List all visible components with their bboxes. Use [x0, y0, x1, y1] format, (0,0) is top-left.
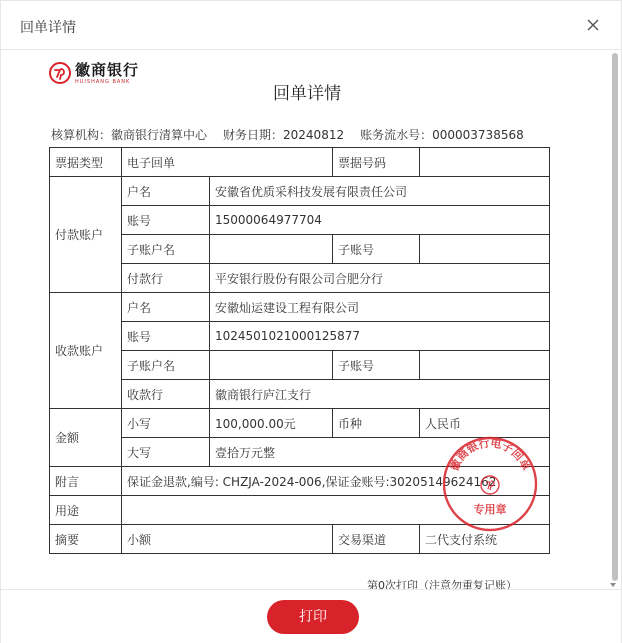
payer-section-label: 付款账户 [50, 177, 122, 293]
payee-acct-value: 1024501021000125877 [210, 322, 550, 351]
table-row [50, 351, 550, 380]
amount-big-label: 大写 [122, 438, 210, 467]
amount-small-label: 小写 [122, 409, 210, 438]
payer-acct-value: 15000064977704 [210, 206, 550, 235]
payee-subno-value [420, 351, 550, 380]
scroll-down-arrow-icon[interactable] [610, 583, 616, 587]
ticket-no-label: 票据号码 [333, 148, 420, 177]
note-label: 附言 [50, 467, 122, 496]
print-button[interactable]: 打印 [267, 600, 359, 634]
payee-bank-label: 收款行 [122, 380, 210, 409]
table-row [50, 264, 550, 293]
channel-label: 交易渠道 [333, 525, 420, 554]
dialog-body [1, 51, 613, 589]
svg-text:徽商银行电子回单: 徽商银行电子回单 [447, 436, 533, 473]
table-row [50, 380, 550, 409]
bank-logo-name: 徽商银行 [75, 60, 140, 79]
table-row [50, 177, 550, 206]
payee-subno-label: 子账号 [333, 351, 420, 380]
electronic-receipt-seal [441, 435, 539, 533]
dialog-footer [1, 589, 621, 643]
meta-org: 核算机构：徽商银行清算中心 [51, 128, 208, 142]
print-count-notice: 第0次打印（注意勿重复记账） [367, 579, 517, 589]
table-row [50, 409, 550, 438]
meta-date: 财务日期：20240812 [223, 128, 345, 142]
svg-text:专用章: 专用章 [473, 503, 507, 516]
table-row [50, 322, 550, 351]
summary-value: 小额 [122, 525, 333, 554]
payer-subno-label: 子账号 [333, 235, 420, 264]
table-row [50, 235, 550, 264]
amount-small-value: 100,000.00元 [210, 409, 333, 438]
payee-bank-value: 徽商银行庐江支行 [210, 380, 550, 409]
payee-subname-value [210, 351, 333, 380]
purpose-label: 用途 [50, 496, 122, 525]
amount-section-label: 金额 [50, 409, 122, 467]
payee-name-value: 安徽灿运建设工程有限公司 [210, 293, 550, 322]
close-icon [583, 15, 603, 35]
ticket-no-value [420, 148, 550, 177]
payer-bank-label: 付款行 [122, 264, 210, 293]
payee-section-label: 收款账户 [50, 293, 122, 409]
payer-subname-value [210, 235, 333, 264]
currency-value: 人民币 [420, 409, 550, 438]
currency-label: 币种 [333, 409, 420, 438]
payer-acct-label: 账号 [122, 206, 210, 235]
bank-logo-sub: HUISHANG BANK [75, 78, 131, 85]
dialog-header [1, 1, 621, 50]
payee-name-label: 户名 [122, 293, 210, 322]
receipt-meta [51, 126, 540, 143]
dialog-scrollbar[interactable] [610, 53, 618, 589]
payee-acct-label: 账号 [122, 322, 210, 351]
payer-name-value: 安徽省优质采科技发展有限责任公司 [210, 177, 550, 206]
payer-subno-value [420, 235, 550, 264]
table-row [50, 206, 550, 235]
table-row [50, 293, 550, 322]
channel-value: 二代支付系统 [420, 525, 550, 554]
ticket-type-label: 票据类型 [50, 148, 122, 177]
note-value: 保证金退款,编号: CHZJA-2024-006,保证金账号:30205149624162 [122, 467, 550, 496]
summary-label: 摘要 [50, 525, 122, 554]
amount-big-value: 壹拾万元整 [210, 438, 550, 467]
payer-subname-label: 子账户名 [122, 235, 210, 264]
payee-subname-label: 子账户名 [122, 351, 210, 380]
dialog-title: 回单详情 [20, 20, 76, 36]
receipt-title: 回单详情 [273, 84, 341, 104]
scrollbar-thumb[interactable] [612, 53, 618, 581]
close-button[interactable] [583, 15, 603, 35]
ticket-type-value: 电子回单 [122, 148, 333, 177]
payer-name-label: 户名 [122, 177, 210, 206]
payer-bank-value: 平安银行股份有限公司合肥分行 [210, 264, 550, 293]
table-row [50, 148, 550, 177]
meta-serial: 账务流水号：000003738568 [360, 128, 524, 142]
